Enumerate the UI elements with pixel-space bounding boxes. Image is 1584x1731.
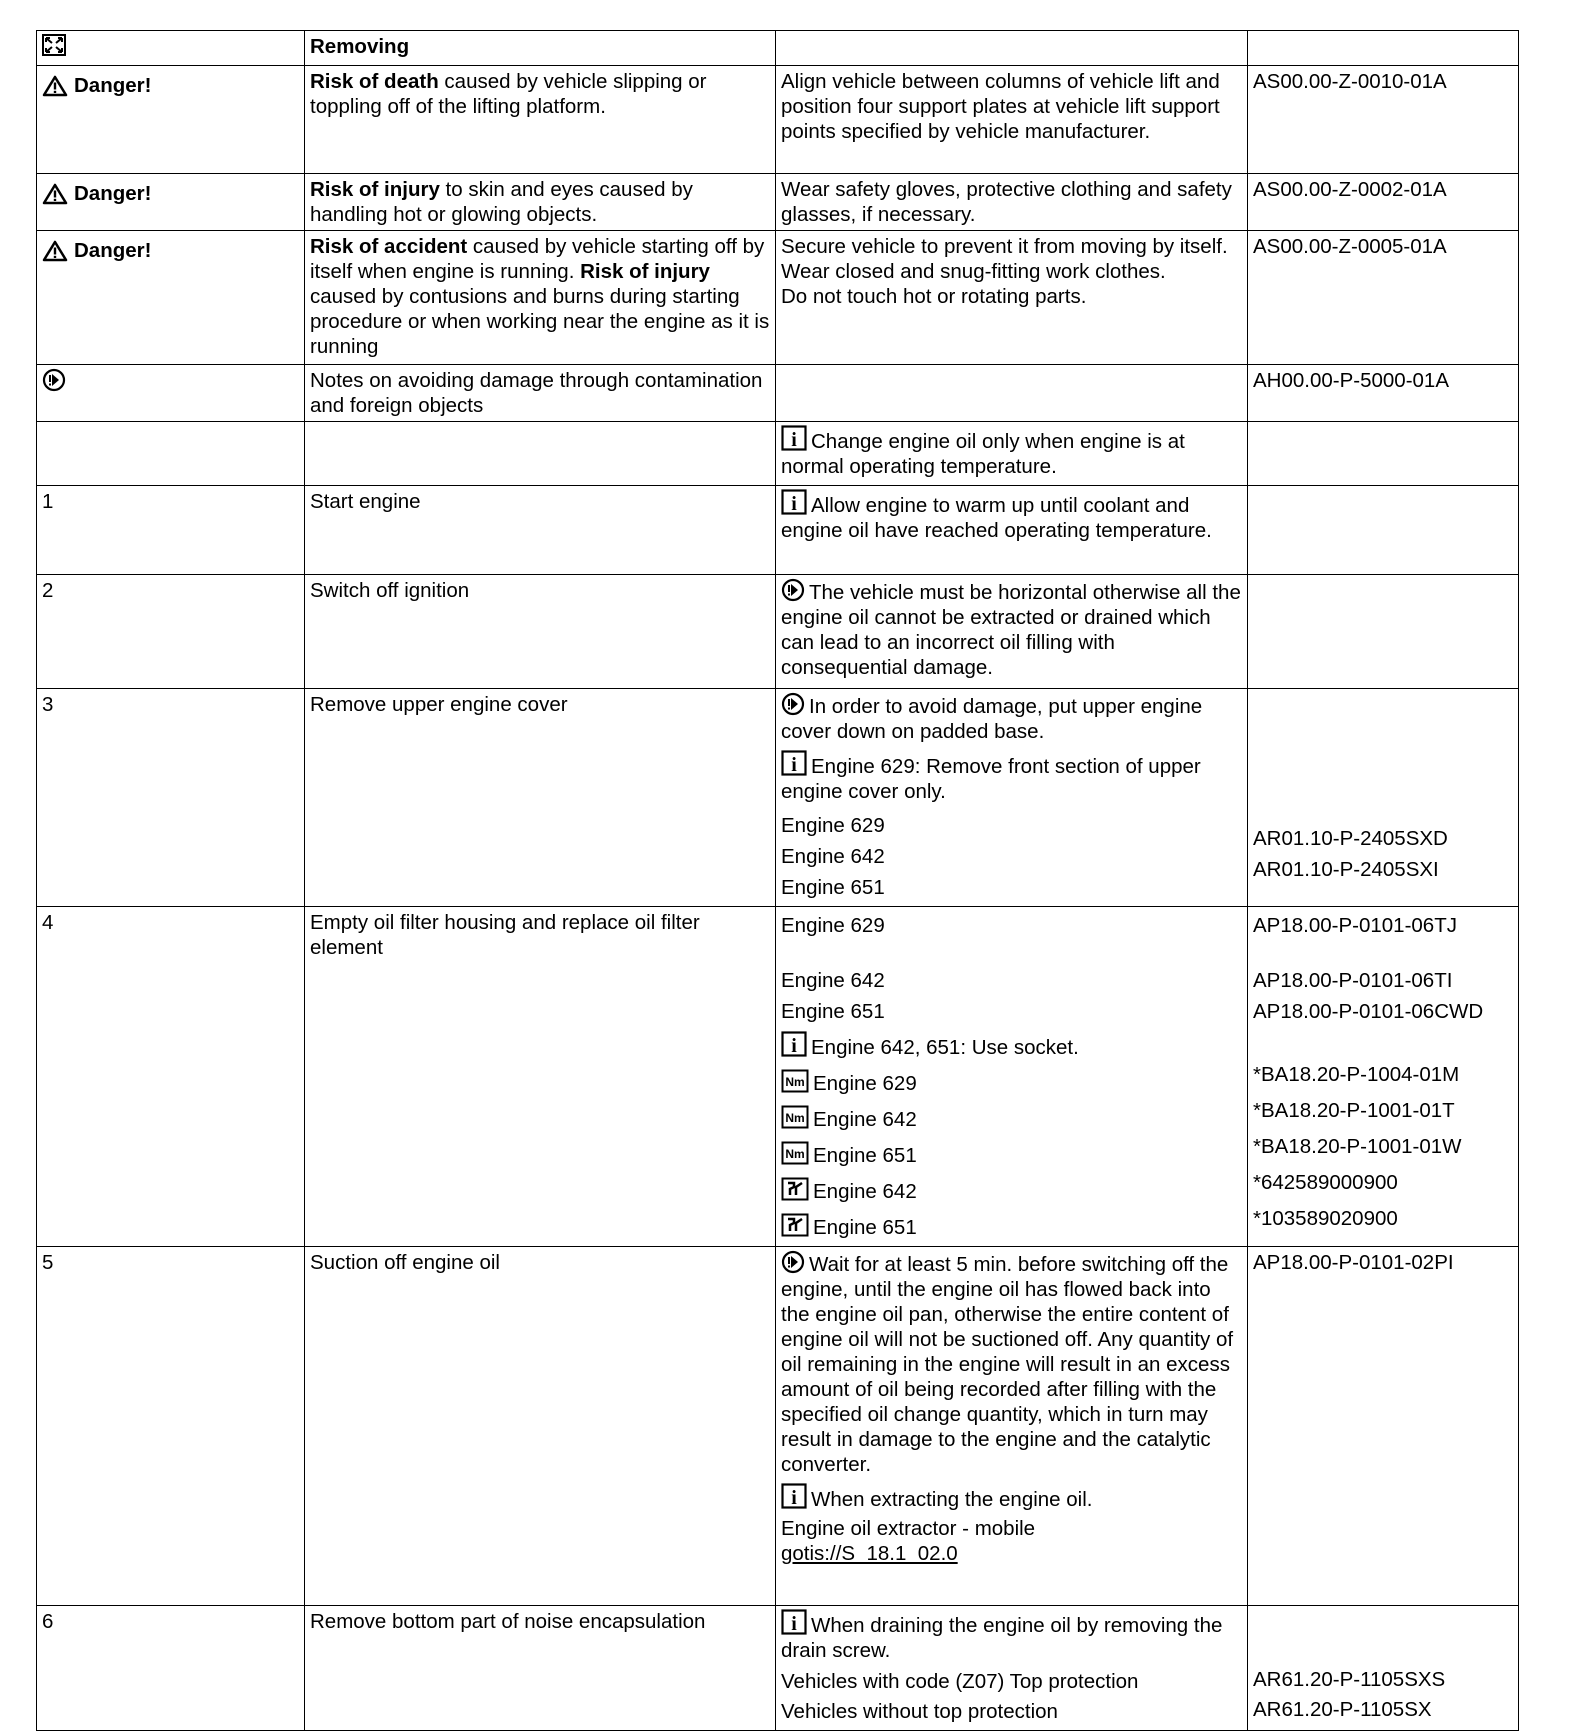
step-row: 6 Remove bottom part of noise encapsulation i When draining the engine oil by removing the drain screw. Vehicles with code (Z07) Top protection Vehicles without top protection AR61.20-P-1105SXS AR61.20-P-1105SX [37, 1606, 1519, 1731]
svg-text:i: i [791, 429, 797, 451]
step-title: Start engine [305, 486, 776, 575]
reference: *BA18.20-P-1001-01W [1253, 1135, 1462, 1158]
svg-text:Nm: Nm [785, 1111, 805, 1125]
attention-circle-icon [42, 368, 66, 392]
list-item: Engine 629 [781, 914, 885, 937]
reference: *642589000900 [1253, 1171, 1398, 1194]
svg-text:i: i [791, 1613, 797, 1635]
danger-label: Danger! [74, 182, 152, 205]
action-text: Wear closed and snug-fitting work clothes. [781, 260, 1166, 283]
warning-triangle-icon [42, 183, 68, 205]
step-row: 3 Remove upper engine cover In order to avoid damage, put upper engine cover down on padded base. i Engine 629: Remove front section of upper engine cover only. Engine 629 Engine 642 Engine 651 AR01.10-P-2405SXD AR01.10-P-2405SXI [37, 689, 1519, 907]
step-number: 2 [37, 575, 305, 689]
reference: AP18.00-P-0101-02PI [1248, 1247, 1519, 1606]
header-title: Removing [305, 31, 776, 66]
list-item: Engine 651 [781, 1000, 885, 1023]
svg-text:i: i [791, 1487, 797, 1509]
reference: AR01.10-P-2405SXI [1253, 858, 1439, 881]
info-icon [781, 1031, 807, 1057]
torque-nm-icon [781, 1141, 809, 1165]
warning-triangle-icon [42, 240, 68, 262]
step-row: 1 Start engine i Allow engine to warm up until coolant and engine oil have reached operating temperature. [37, 486, 1519, 575]
info-icon [781, 750, 807, 776]
step-row: 5 Suction off engine oil Wait for at least 5 min. before switching off the engine, until the engine oil has flowed back into the engine oil pan, otherwise the entire content of engine oil will not be suctioned off. Any quantity of oil remaining in the engine will result in an excess amount of oil being recorded after filling with the specified oil change quantity, which in turn may result in damage to the engine and the catalytic converter. i When extracting the engine oil. Engine oil extractor - mobile gotis://S_18.1_02.0 AP18.00-P-0101-02PI [37, 1247, 1519, 1606]
info-icon [781, 489, 807, 515]
step-number: 4 [37, 907, 305, 1247]
reference: AR01.10-P-2405SXD [1253, 827, 1448, 850]
list-item: Vehicles with code (Z07) Top protection [781, 1670, 1139, 1693]
danger-label: Danger! [74, 239, 152, 262]
torque-nm-icon [781, 1105, 809, 1129]
step-title: Switch off ignition [305, 575, 776, 689]
step-row: 2 Switch off ignition The vehicle must be horizontal otherwise all the engine oil cannot be extracted or drained which can lead to an incorrect oil filling with consequential damage. [37, 575, 1519, 689]
svg-text:i: i [791, 493, 797, 515]
danger-row: Danger! Risk of death caused by vehicle slipping or toppling off of the lifting platform. Align vehicle between columns of vehicle lift and position four support plates at vehicle lift support points specified by vehicle manufacturer. AS00.00-Z-0010-01A [37, 66, 1519, 174]
svg-text:i: i [791, 1035, 797, 1057]
info-icon [781, 1483, 807, 1509]
procedure-table [36, 30, 1519, 1731]
list-item: Engine 651 [781, 876, 885, 899]
step-number: 6 [37, 1606, 305, 1731]
danger-row: Danger! Risk of accident caused by vehicle starting off by itself when engine is running. Risk of injury caused by contusions and burns during starting procedure or when working near the engine as it is running Secure vehicle to prevent it from moving by itself. Wear closed and snug-fitting work clothes. Do not touch hot or rotating parts. AS00.00-Z-0005-01A [37, 231, 1519, 365]
header-row [37, 31, 1519, 66]
expand-arrows-icon [42, 34, 66, 56]
special-tool-icon [781, 1177, 809, 1201]
step-number: 3 [37, 689, 305, 907]
svg-text:i: i [791, 754, 797, 776]
reference: *103589020900 [1253, 1207, 1398, 1230]
attention-circle-icon [781, 1250, 805, 1274]
reference: AP18.00-P-0101-06TI [1253, 969, 1453, 992]
list-item: Engine 642 [781, 969, 885, 992]
reference: AS00.00-Z-0005-01A [1248, 231, 1519, 365]
step-row: 4 Empty oil filter housing and replace oil filter element Engine 629 Engine 642 Engine 651 i Engine 642, 651: Use socket. Nm Engine 629 Nm Engine 642 Nm Engine 651 Engine 642 Engine 651 AP18.00-P-0101-06TJ AP18.00-P-0101-06TI AP18.00-P-0101-06CWD *BA18.20-P-1004-01M *BA18.20-P-1001-01T *BA18.20-P-1001-01W *642589000900 *103589020900 [37, 907, 1519, 1247]
step-title: Remove upper engine cover [305, 689, 776, 907]
reference: AH00.00-P-5000-01A [1248, 365, 1519, 422]
action-text: Align vehicle between columns of vehicle lift and position four support plates at vehicle lift support points specified by vehicle manufacturer. [776, 66, 1248, 174]
action-text: Do not touch hot or rotating parts. [781, 285, 1087, 308]
header-icon-cell [37, 31, 305, 66]
notes-text: Notes on avoiding damage through contamination and foreign objects [305, 365, 776, 422]
danger-row: Danger! Risk of injury to skin and eyes caused by handling hot or glowing objects. Wear safety gloves, protective clothing and safety glasses, if necessary. AS00.00-Z-0002-01A [37, 174, 1519, 231]
list-item: Vehicles without top protection [781, 1700, 1058, 1723]
info-icon [781, 425, 807, 451]
reference: AP18.00-P-0101-06TJ [1253, 914, 1457, 937]
action-text: Secure vehicle to prevent it from moving by itself. [781, 235, 1228, 258]
list-item: Engine 629 [781, 814, 885, 837]
svg-text:Nm: Nm [785, 1147, 805, 1161]
attention-circle-icon [781, 692, 805, 716]
reference: AR61.20-P-1105SXS [1253, 1668, 1446, 1691]
reference: *BA18.20-P-1001-01T [1253, 1099, 1455, 1122]
special-tool-icon [781, 1213, 809, 1237]
step-title: Remove bottom part of noise encapsulation [305, 1606, 776, 1731]
step-number: 1 [37, 486, 305, 575]
torque-nm-icon [781, 1069, 809, 1093]
step-title: Suction off engine oil [305, 1247, 776, 1606]
reference: AP18.00-P-0101-06CWD [1253, 1000, 1484, 1023]
reference: AS00.00-Z-0002-01A [1248, 174, 1519, 231]
list-item: Engine 642 [781, 845, 885, 868]
info-row: i Change engine oil only when engine is at normal operating temperature. [37, 422, 1519, 486]
danger-label: Danger! [74, 74, 152, 97]
step-title: Empty oil filter housing and replace oil filter element [305, 907, 776, 1247]
reference: *BA18.20-P-1004-01M [1253, 1063, 1460, 1086]
step-number: 5 [37, 1247, 305, 1606]
attention-circle-icon [781, 578, 805, 602]
action-text: Wear safety gloves, protective clothing and safety glasses, if necessary. [776, 174, 1248, 231]
svg-text:Nm: Nm [785, 1075, 805, 1089]
gotis-link[interactable]: gotis://S_18.1_02.0 [781, 1542, 958, 1565]
info-icon [781, 1609, 807, 1635]
reference: AR61.20-P-1105SX [1253, 1698, 1432, 1721]
notes-row [37, 365, 1519, 422]
tool-name: Engine oil extractor - mobile [781, 1517, 1036, 1540]
reference: AS00.00-Z-0010-01A [1248, 66, 1519, 174]
warning-triangle-icon [42, 75, 68, 97]
